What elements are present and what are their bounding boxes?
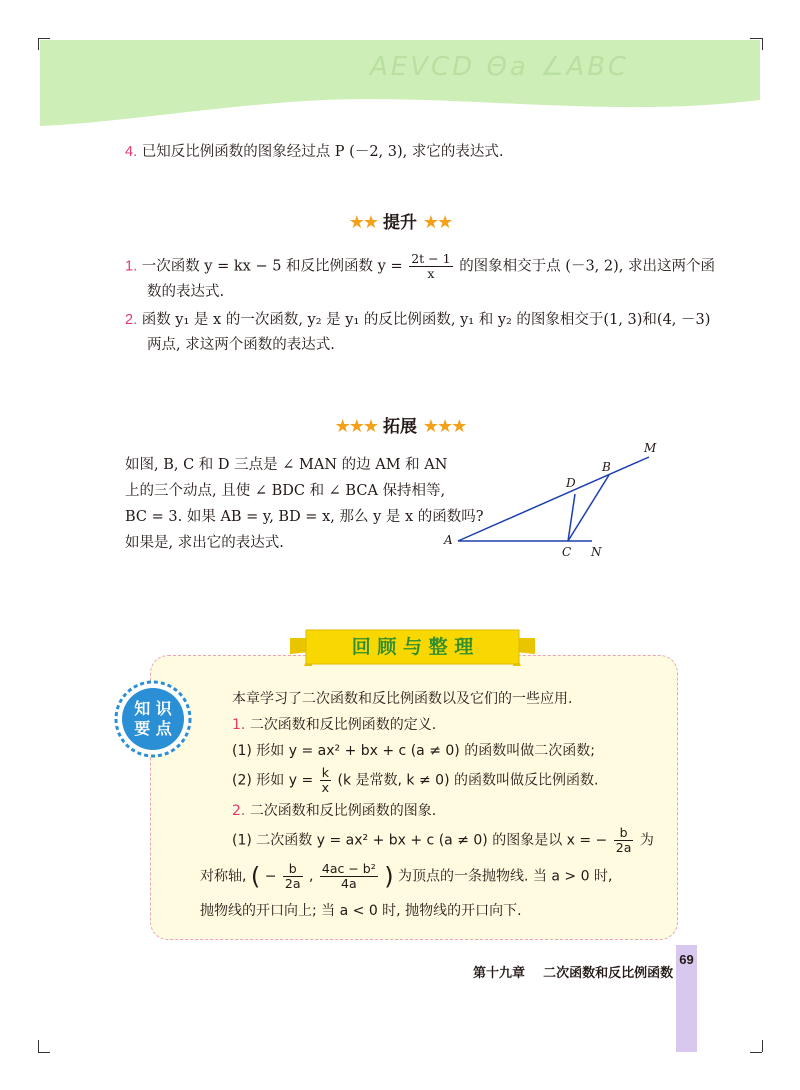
ray-am: [458, 457, 649, 541]
item-text-post: 的图象相交于点 (－3, 2), 求出这两个函: [459, 258, 715, 275]
crop-mark: [750, 38, 762, 39]
summary-point-2: [232, 800, 436, 822]
star-icon: ★★: [348, 212, 378, 233]
label-n: N: [591, 545, 602, 559]
fraction-numerator: b: [614, 826, 634, 841]
fraction-numerator: 4ac − b²: [321, 861, 376, 876]
banner-faint-text: AEVCD Θa ∠ABC: [370, 52, 630, 82]
crop-mark: [762, 1040, 763, 1052]
label-m: M: [644, 441, 657, 455]
fraction-denominator: x: [427, 266, 435, 281]
fraction-denominator: 4a: [341, 876, 357, 891]
fraction: [614, 826, 634, 855]
tuozhan-line-1: 如图, B, C 和 D 三点是 ∠ MAN 的边 AM 和 AN: [125, 457, 448, 473]
exercise-4-number: 4.: [125, 144, 138, 160]
fraction-numerator: k: [320, 766, 331, 781]
star-icon: ★★★: [422, 416, 466, 437]
summary-point-1b: [232, 766, 598, 795]
p2b-pre: 对称轴,: [200, 868, 247, 885]
star-icon: ★★: [422, 212, 452, 233]
p2a-post: 为: [639, 832, 654, 849]
tisheng-item-2-cont: 两点, 求这两个函数的表达式.: [147, 337, 335, 353]
crop-mark: [38, 38, 50, 39]
paren-right: ): [384, 862, 394, 891]
exercise-4-text: 已知反比例函数的图象经过点 P (－2, 3), 求它的表达式.: [141, 144, 504, 160]
summary-intro: 本章学习了二次函数和反比例函数以及它们的一些应用.: [232, 691, 573, 707]
point-number: 2.: [232, 803, 246, 819]
label-b: B: [602, 460, 611, 474]
fraction: [320, 862, 378, 891]
summary-point-1: [232, 714, 436, 736]
item-number: 2.: [125, 312, 138, 328]
item-text-pre: 一次函数 y = kx − 5 和反比例函数 y =: [141, 258, 403, 275]
summary-point-2c: 抛物线的开口向上; 当 a < 0 时, 抛物线的开口向下.: [200, 903, 522, 919]
fraction-denominator: 2a: [284, 876, 301, 891]
fraction-denominator: 2a: [615, 840, 632, 855]
paren-left: (: [250, 862, 261, 891]
tisheng-item-1-cont: 数的表达式.: [147, 284, 225, 300]
tuozhan-line-2: 上的三个动点, 且使 ∠ BDC 和 ∠ BCA 保持相等,: [125, 483, 446, 499]
section-heading-tisheng: [0, 208, 800, 233]
geometry-figure: [440, 440, 670, 565]
point-number: 1.: [232, 717, 246, 733]
summary-banner-title: 回 顾 与 整 理: [351, 636, 474, 658]
fraction: [283, 862, 303, 891]
section-title-tisheng: 提升: [383, 213, 417, 233]
summary-point-2b: [200, 862, 612, 891]
crop-mark: [762, 38, 763, 50]
badge-line-1: 知 识: [134, 699, 172, 718]
fraction: [409, 252, 452, 281]
tisheng-item-1: [125, 252, 715, 281]
section-title-tuozhan: 拓展: [383, 417, 417, 437]
section-heading-tuozhan: [0, 412, 800, 437]
label-d: D: [566, 476, 576, 490]
p2a-pre: (1) 二次函数 y = ax² + bx + c (a ≠ 0) 的图象是以 x = −: [232, 832, 608, 849]
tuozhan-line-4: 如果是, 求出它的表达式.: [125, 535, 284, 551]
fraction-denominator: x: [321, 780, 330, 795]
star-icon: ★★★: [334, 416, 378, 437]
tuozhan-line-3: BC = 3. 如果 AB = y, BD = x, 那么 y 是 x 的函数吗?: [125, 509, 484, 525]
point-text: 二次函数和反比例函数的图象.: [249, 803, 437, 819]
fraction-numerator: b: [283, 862, 303, 877]
fraction: [320, 766, 331, 795]
badge-line-2: 要 点: [134, 719, 172, 738]
p1b-post: (k 是常数, k ≠ 0) 的函数叫做反比例函数.: [337, 772, 599, 789]
label-a: A: [444, 533, 453, 547]
point-text: 二次函数和反比例函数的定义.: [249, 717, 437, 733]
tisheng-item-2: [125, 310, 710, 330]
exercise-4: [125, 142, 504, 162]
footer-chapter: 第十九章 二次函数和反比例函数: [473, 966, 674, 981]
p2b-post: 为顶点的一条抛物线. 当 a > 0 时,: [398, 868, 613, 885]
item-text: 函数 y₁ 是 x 的一次函数, y₂ 是 y₁ 的反比例函数, y₁ 和 y₂ 的图象相交于(1, 3)和(4, －3): [141, 312, 711, 328]
crop-mark: [38, 1040, 39, 1052]
summary-point-1a: (1) 形如 y = ax² + bx + c (a ≠ 0) 的函数叫做二次函数;: [232, 743, 595, 759]
item-number: 1.: [125, 258, 138, 275]
crop-mark: [38, 1052, 50, 1053]
label-c: C: [562, 545, 572, 559]
page-number: 69: [679, 952, 694, 967]
p1b-pre: (2) 形如 y =: [232, 772, 314, 789]
crop-mark: [38, 38, 39, 50]
knowledge-badge-text: [113, 699, 193, 739]
summary-point-2a: [232, 826, 654, 855]
crop-mark: [750, 1052, 762, 1053]
comma: ,: [309, 868, 314, 885]
minus-sign: −: [264, 868, 277, 885]
fraction-numerator: 2t − 1: [411, 251, 451, 266]
